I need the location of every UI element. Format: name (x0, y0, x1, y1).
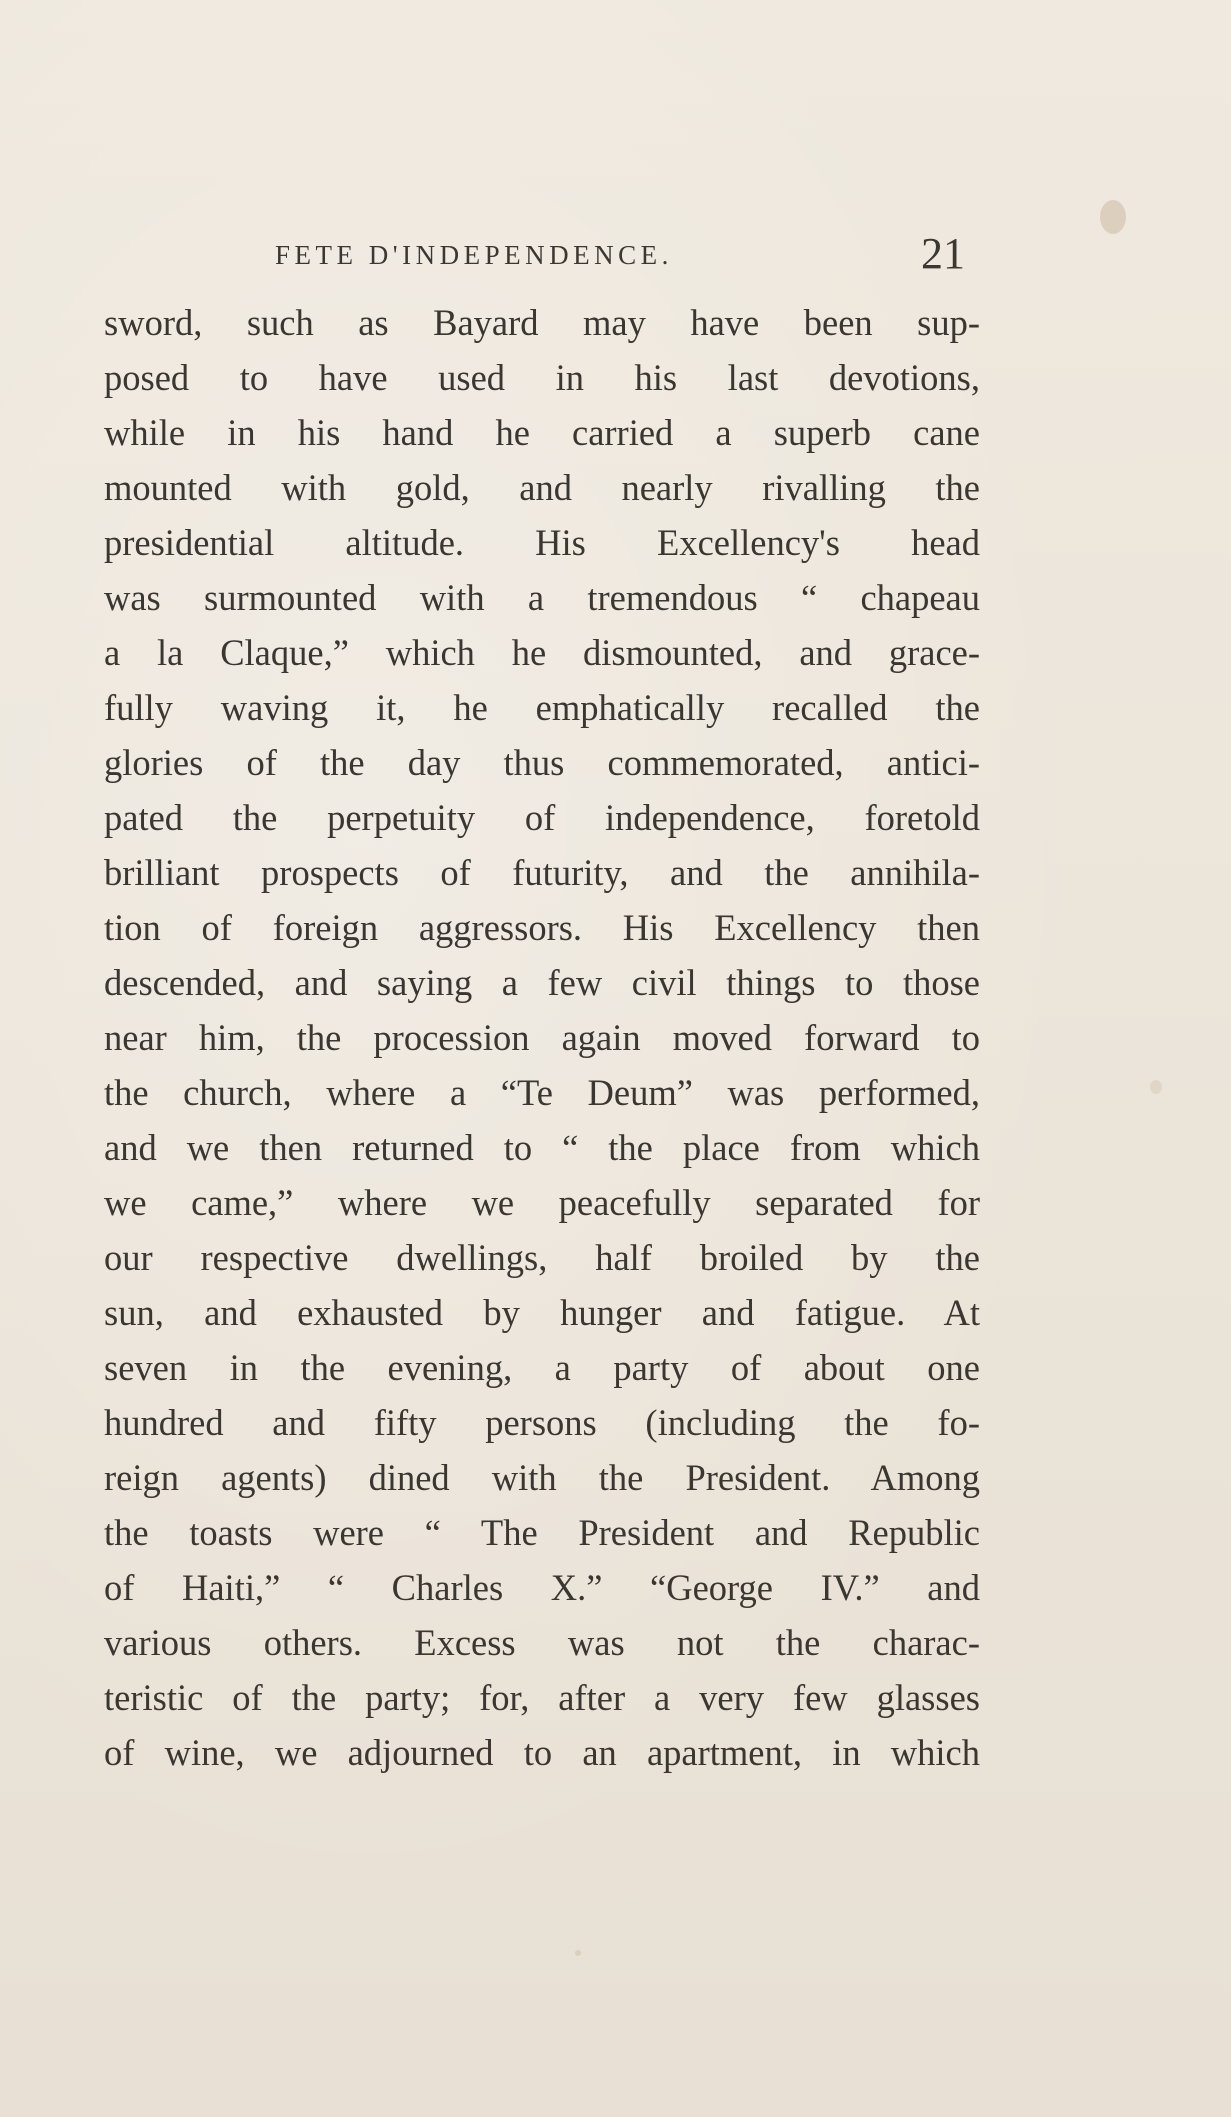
text-line: sword, such as Bayard may have been sup- (104, 302, 980, 343)
text-line: tion of foreign aggressors. His Excellency then (104, 907, 980, 948)
text-line: the toasts were “ The President and Republic (104, 1512, 980, 1553)
paper-stain (575, 1950, 581, 1956)
body-text (104, 295, 980, 1780)
text-line: near him, the procession again moved forward to (104, 1017, 980, 1058)
text-line: brilliant prospects of futurity, and the annihila- (104, 852, 980, 893)
text-line: of wine, we adjourned to an apartment, in which (104, 1732, 980, 1773)
page-header (275, 228, 965, 288)
text-line: our respective dwellings, half broiled by the (104, 1237, 980, 1278)
paper-stain (1150, 1080, 1162, 1094)
paper-stain (1100, 200, 1126, 234)
text-line: we came,” where we peacefully separated for (104, 1182, 980, 1223)
text-line: glories of the day thus commemorated, antici- (104, 742, 980, 783)
text-line: while in his hand he carried a superb cane (104, 412, 980, 453)
text-line: pated the perpetuity of independence, foretold (104, 797, 980, 838)
text-line: hundred and fifty persons (including the fo- (104, 1402, 980, 1443)
text-line: a la Claque,” which he dismounted, and grace- (104, 632, 980, 673)
text-line: presidential altitude. His Excellency's head (104, 522, 980, 563)
text-line: was surmounted with a tremendous “ chapeau (104, 577, 980, 618)
text-line: descended, and saying a few civil things to those (104, 962, 980, 1003)
page-number: 21 (921, 229, 965, 278)
text-line: teristic of the party; for, after a very few glasses (104, 1677, 980, 1718)
text-line: reign agents) dined with the President. Among (104, 1457, 980, 1498)
text-line: fully waving it, he emphatically recalled the (104, 687, 980, 728)
text-line: mounted with gold, and nearly rivalling the (104, 467, 980, 508)
text-line: the church, where a “Te Deum” was performed, (104, 1072, 980, 1113)
running-head: FETE D'INDEPENDENCE. (275, 240, 673, 270)
text-line: posed to have used in his last devotions, (104, 357, 980, 398)
text-line: various others. Excess was not the charac- (104, 1622, 980, 1663)
text-line: and we then returned to “ the place from which (104, 1127, 980, 1168)
text-line: of Haiti,” “ Charles X.” “George IV.” and (104, 1567, 980, 1608)
text-line: seven in the evening, a party of about one (104, 1347, 980, 1388)
text-line: sun, and exhausted by hunger and fatigue. At (104, 1292, 980, 1333)
